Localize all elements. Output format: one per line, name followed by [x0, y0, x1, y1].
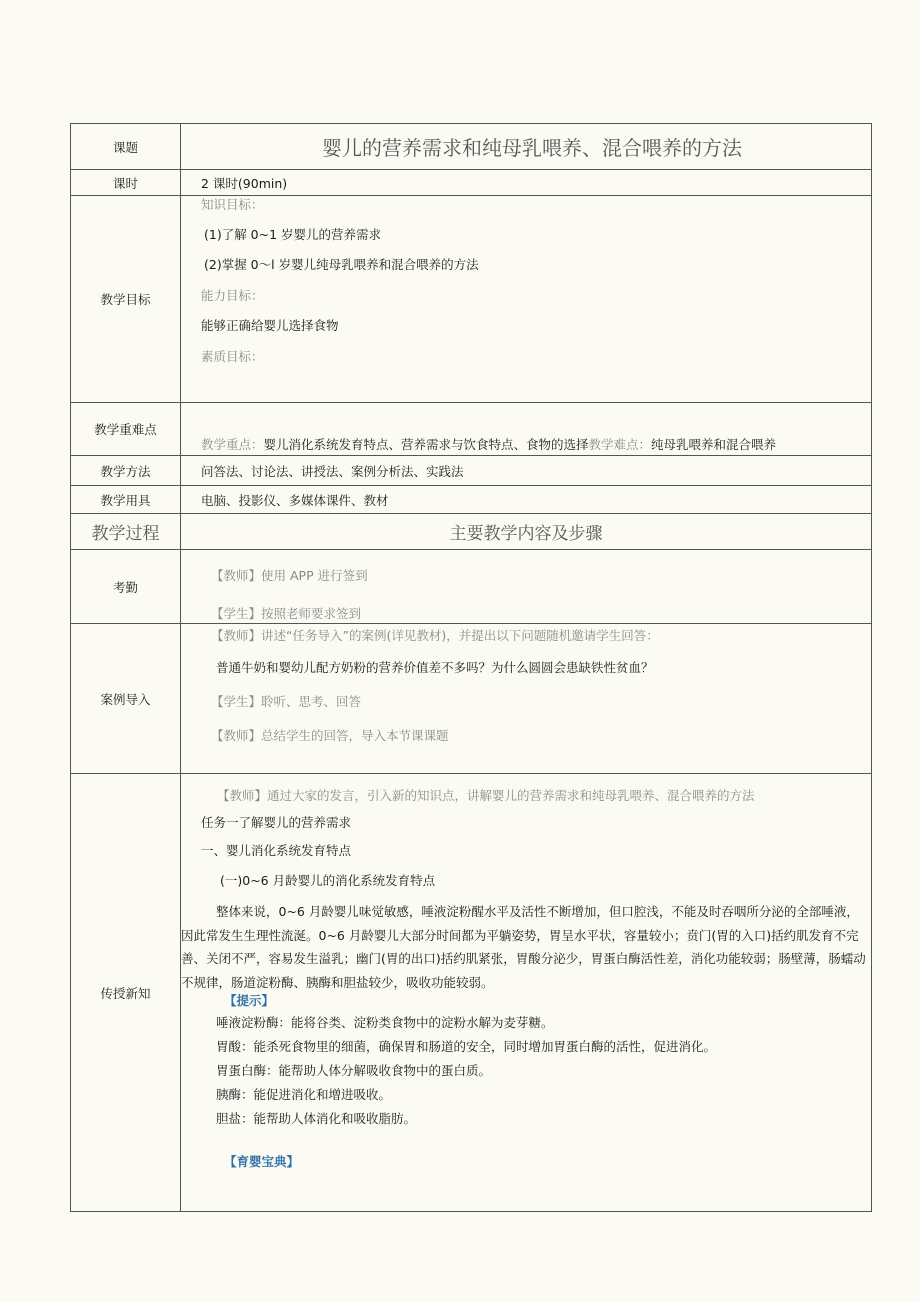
attendance-teacher: 【教师】使用 APP 进行签到 [211, 568, 368, 583]
case-label: 案例导入 [71, 624, 181, 774]
tip-item-1: 唾液淀粉酶：能将谷类、淀粉类食物中的淀粉水解为麦芽糖。 [216, 1015, 554, 1030]
process-header-left-text: 教学过程 [91, 524, 160, 544]
tip-item-5: 胆盐：能帮助人体消化和吸收脂肪。 [216, 1111, 417, 1126]
hours-label: 课时 [71, 170, 181, 196]
keypoints-label: 教学重难点 [71, 403, 181, 456]
process-header-left [71, 514, 181, 550]
process-header-right-text: 主要教学内容及步骤 [449, 524, 603, 544]
key-point-text: 婴儿消化系统发育特点、营养需求与饮食特点、食物的选择 [263, 437, 589, 452]
task-one-heading: 任务一了解婴儿的营养需求 [201, 815, 352, 830]
knowledge-item-2: (2)掌握 0～l 岁婴儿纯母乳喂养和混合喂养的方法 [204, 257, 479, 272]
lesson-title-text: 婴儿的营养需求和纯母乳喂养、混合喂养的方法 [322, 136, 742, 160]
goals-content [181, 196, 872, 403]
attendance-content [181, 550, 872, 624]
difficulty-text: 纯母乳喂养和混合喂养 [651, 437, 777, 452]
difficulty-label: 教学难点： [588, 437, 652, 452]
baby-guide-label: 【育婴宝典】 [224, 1154, 300, 1169]
lesson-title [181, 124, 872, 170]
lesson-plan-page [70, 123, 872, 1212]
case-question: 普通牛奶和婴幼儿配方奶粉的营养价值差不多吗？为什么圆圆会患缺铁性贫血？ [216, 660, 654, 675]
case-teacher-1: 【教师】讲述“任务导入”的案例(详见教材)，并提出以下问题随机邀请学生回答： [211, 628, 659, 643]
methods-value: 问答法、讨论法、讲授法、案例分析法、实践法 [181, 456, 872, 486]
teach-label: 传授新知 [71, 774, 181, 1212]
tools-value: 电脑、投影仪、多媒体课件、教材 [181, 486, 872, 514]
hours-value: 2 课时(90min) [181, 170, 872, 196]
attendance-label: 考勤 [71, 550, 181, 624]
quality-heading: 素质目标： [201, 349, 264, 364]
case-teacher-2: 【教师】总结学生的回答，导入本节课课题 [211, 728, 449, 743]
goals-label: 教学目标 [71, 196, 181, 403]
row-methods [71, 456, 872, 486]
keypoints-content [181, 403, 872, 456]
teach-content [181, 774, 872, 1212]
tip-item-4: 胰酶：能促进消化和增进吸收。 [216, 1087, 392, 1102]
row-case [71, 624, 872, 774]
title-label: 课题 [71, 124, 181, 170]
digestive-paragraph: 整体来说，0~6 月龄婴儿味觉敏感，唾液淀粉醒水平及活性不断增加，但口腔浅，不能及时吞咽所分泌的全部唾液，因此常发生生理性流涎。0~6 月龄婴儿大部分时间都为平躺姿势，胃呈水平状，容量较小；贲门(胃的入口)括约肌发育不完善、关闭不严，容易发生溢乳；幽门(胃的出口)括约肌紧张，胃酸分泌少，胃蛋白酶活性差，消化功能较弱；肠壁薄，肠蠕动不规律，肠道淀粉酶、胰酶和胆盐较少，吸收功能较弱。 [181, 904, 866, 990]
ability-item-1: 能够正确给婴儿选择食物 [201, 318, 339, 333]
tip-item-3: 胃蛋白酶：能帮助人体分解吸收食物中的蛋白质。 [216, 1063, 492, 1078]
tools-label: 教学用具 [71, 486, 181, 514]
subsection-one-heading: (一)0~6 月龄婴儿的消化系统发育特点 [220, 873, 436, 888]
row-keypoints [71, 403, 872, 456]
row-teach [71, 774, 872, 1212]
row-tools [71, 486, 872, 514]
tip-label: 【提示】 [224, 993, 275, 1008]
row-attendance [71, 550, 872, 624]
row-process-header [71, 514, 872, 550]
knowledge-heading: 知识目标： [201, 197, 264, 212]
row-goals [71, 196, 872, 403]
attendance-student: 【学生】按照老师要求签到 [211, 606, 362, 621]
teach-teacher: 【教师】通过大家的发言，引入新的知识点，讲解婴儿的营养需求和纯母乳喂养、混合喂养的方法 [217, 788, 755, 803]
knowledge-item-1: (1)了解 0~1 岁婴儿的营养需求 [204, 227, 382, 242]
methods-label: 教学方法 [71, 456, 181, 486]
ability-heading: 能力目标： [201, 288, 264, 303]
tip-item-2: 胃酸：能杀死食物里的细菌，确保胃和肠道的安全，同时增加胃蛋白酶的活性，促进消化。 [216, 1039, 717, 1054]
key-point-label: 教学重点： [201, 437, 264, 452]
lesson-plan-table [70, 123, 872, 1212]
process-header-right [181, 514, 872, 550]
case-student: 【学生】聆听、思考、回答 [211, 694, 362, 709]
section-one-heading: 一、婴儿消化系统发育特点 [201, 843, 352, 858]
row-title [71, 124, 872, 170]
case-content [181, 624, 872, 774]
row-hours [71, 170, 872, 196]
